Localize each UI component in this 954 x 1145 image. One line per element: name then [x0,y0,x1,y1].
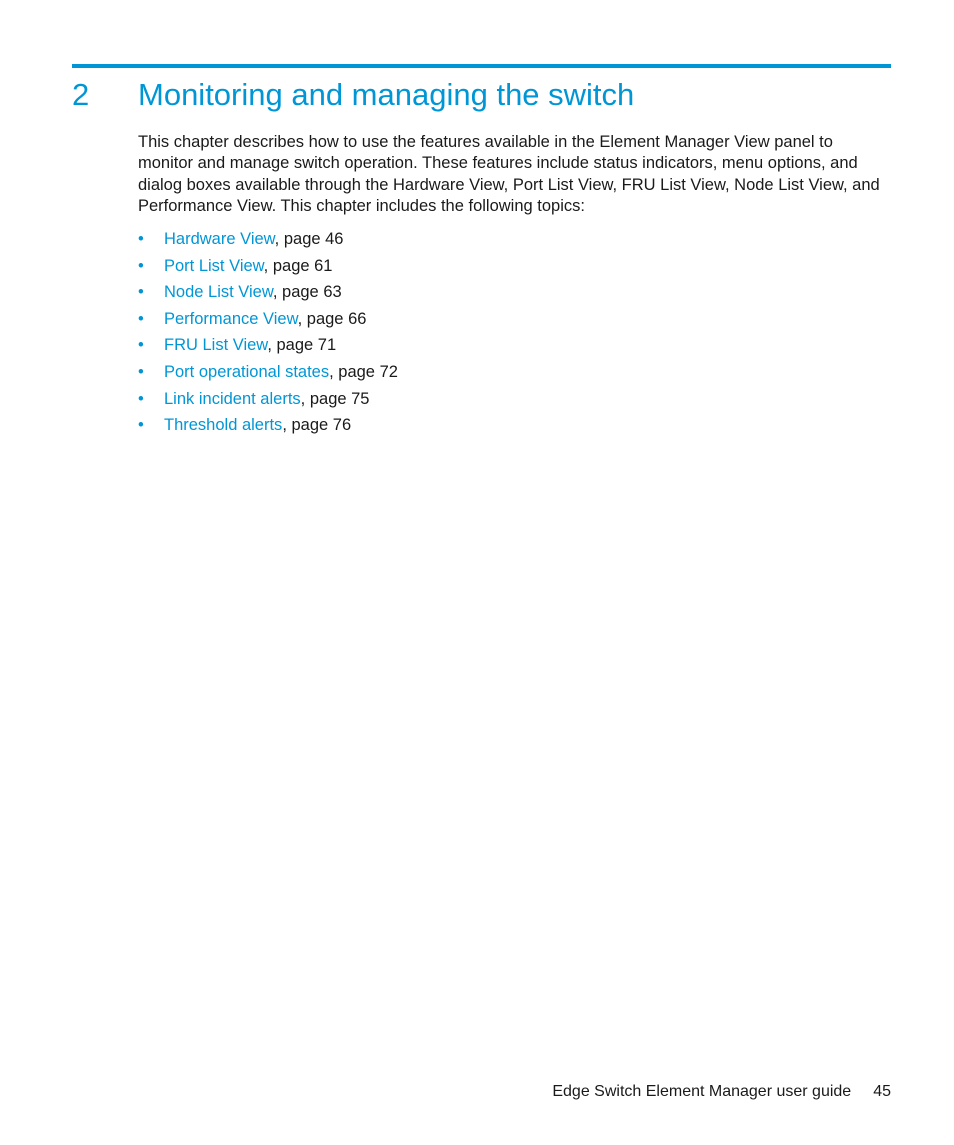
chapter-title: Monitoring and managing the switch [138,77,635,112]
chapter-heading [72,72,634,118]
topic-page-ref: , page 66 [297,309,367,328]
topic-page-ref: , page 61 [263,256,333,275]
topic-item [138,253,398,280]
footer-page-number: 45 [873,1083,891,1100]
topic-item [138,279,398,306]
chapter-number: 2 [72,77,90,112]
topic-page-ref: , page 72 [329,362,398,381]
topic-link-link-incident-alerts[interactable]: Link incident alerts [164,389,301,408]
topic-page-ref: , page 71 [267,336,337,355]
topic-list [138,226,398,439]
chapter-top-rule [72,64,891,68]
bullet-icon: • [138,389,144,408]
topic-item [138,386,398,413]
bullet-icon: • [138,230,144,248]
bullet-icon: • [138,416,144,435]
bullet-icon: • [138,362,144,381]
topic-link-node-list-view[interactable]: Node List View [164,283,273,302]
page-footer [552,1083,891,1101]
bullet-icon: • [138,283,144,302]
topic-page-ref: , page 75 [300,389,370,408]
footer-guide-title: Edge Switch Element Manager user guide [552,1083,852,1100]
topic-item [138,306,398,333]
topic-item [138,226,398,253]
topic-item [138,332,398,359]
intro-paragraph: This chapter describes how to use the features available in the Element Manager View panel to monitor and manage switch operation. These features include status indicators, menu options, and dialog boxes available through the Hardware View, Port List View, FRU List View, Node List View, and Performance View. This chapter includes the following topics: [138,133,880,215]
topic-link-performance-view[interactable]: Performance View [164,309,298,328]
topic-link-port-list-view[interactable]: Port List View [164,256,264,275]
topic-link-hardware-view[interactable]: Hardware View [164,230,275,248]
bullet-icon: • [138,256,144,275]
topic-link-threshold-alerts[interactable]: Threshold alerts [164,416,283,435]
topic-link-fru-list-view[interactable]: FRU List View [164,336,268,355]
topic-page-ref: , page 63 [272,283,342,302]
topic-page-ref: , page 46 [274,230,344,248]
topic-item [138,412,398,439]
bullet-icon: • [138,336,144,355]
topic-item [138,359,398,386]
topic-page-ref: , page 76 [282,416,352,435]
topic-link-port-operational-states[interactable]: Port operational states [164,362,330,381]
bullet-icon: • [138,309,144,328]
